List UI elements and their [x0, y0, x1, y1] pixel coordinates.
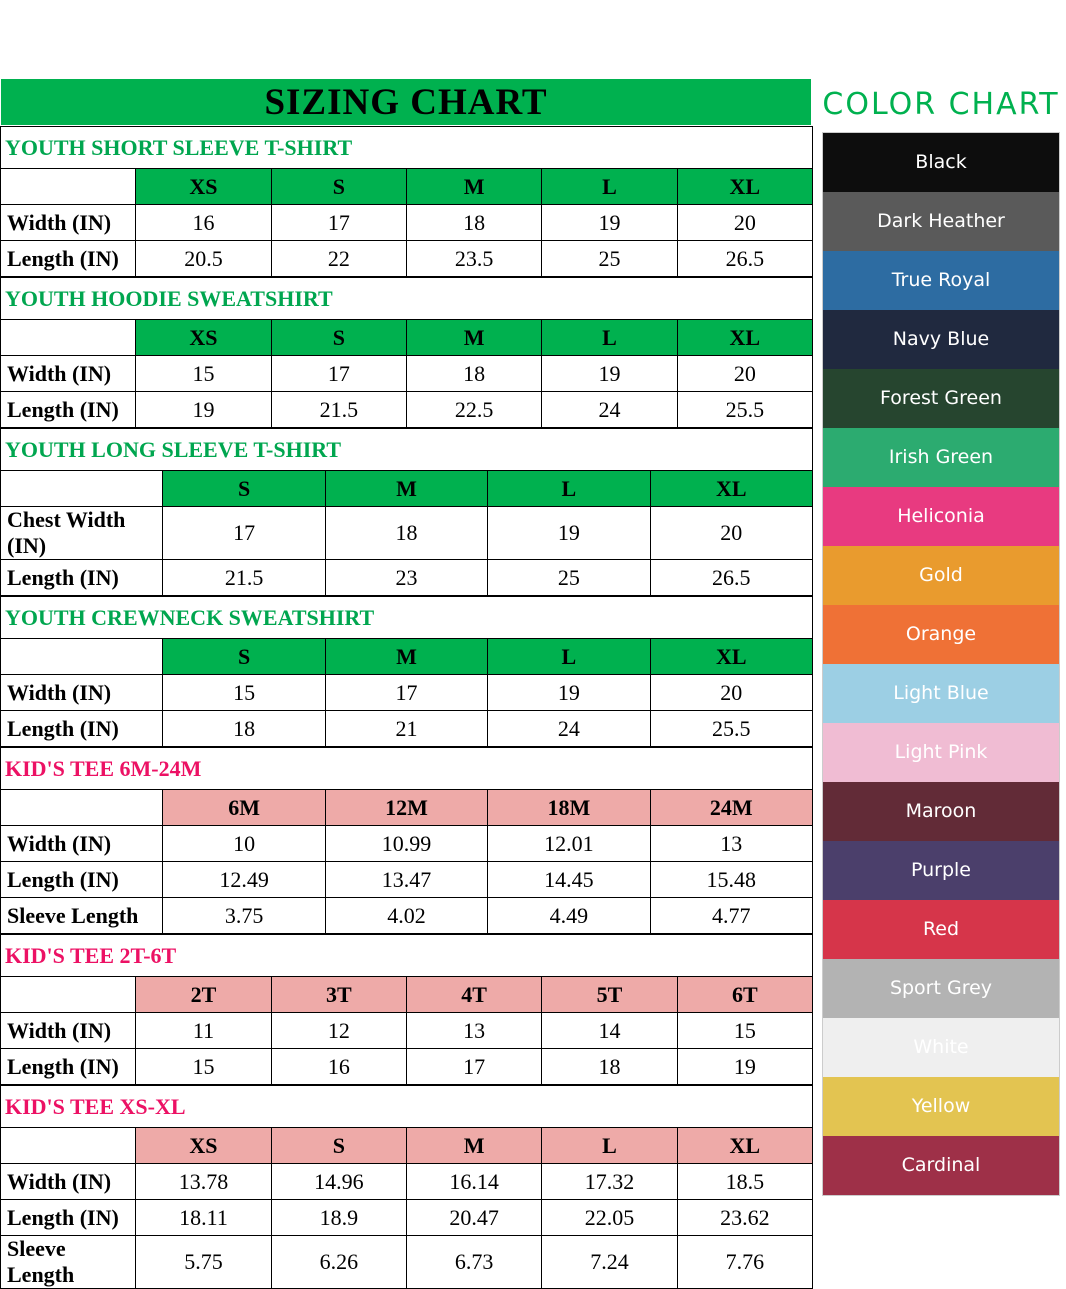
sizing-section-table — [0, 277, 813, 428]
measurement-cell: 15.48 — [650, 862, 812, 898]
sizing-column-header: XL — [650, 471, 812, 507]
sizing-column-header: XL — [677, 1128, 812, 1164]
measurement-cell: 24 — [542, 392, 677, 428]
measurement-cell: 18.5 — [677, 1164, 812, 1200]
sizing-section-heading: KID'S TEE 2T-6T — [1, 935, 813, 977]
sizing-column-header: XS — [136, 320, 271, 356]
sizing-column-header: 5T — [542, 977, 677, 1013]
measurement-cell: 26.5 — [650, 560, 812, 596]
measurement-cell: 16 — [136, 205, 271, 241]
sizing-column-header: 24M — [650, 790, 812, 826]
sizing-chart-panel — [0, 78, 812, 1289]
table-row — [1, 1049, 813, 1085]
sizing-column-header: M — [406, 169, 541, 205]
sizing-sections — [0, 126, 812, 1289]
table-row — [1, 241, 813, 277]
sizing-column-header: XL — [650, 639, 812, 675]
measurement-cell: 18 — [406, 356, 541, 392]
measurement-cell: 11 — [136, 1013, 271, 1049]
sizing-section-table — [0, 747, 813, 934]
sizing-column-header: XL — [677, 320, 812, 356]
color-swatch: Yellow — [823, 1077, 1059, 1136]
measurement-cell: 13 — [406, 1013, 541, 1049]
row-label: Chest Width (IN) — [1, 507, 163, 560]
sizing-section-table — [0, 1085, 813, 1289]
measurement-cell: 20 — [650, 507, 812, 560]
sizing-corner-cell — [1, 320, 136, 356]
measurement-cell: 19 — [488, 675, 650, 711]
measurement-cell: 18.11 — [136, 1200, 271, 1236]
sizing-column-header: XL — [677, 169, 812, 205]
sizing-section-table — [0, 934, 813, 1085]
sizing-corner-cell — [1, 471, 163, 507]
color-swatch: Maroon — [823, 782, 1059, 841]
measurement-cell: 26.5 — [677, 241, 812, 277]
measurement-cell: 7.76 — [677, 1236, 812, 1289]
measurement-cell: 17 — [406, 1049, 541, 1085]
table-row — [1, 560, 813, 596]
measurement-cell: 3.75 — [163, 898, 325, 934]
measurement-cell: 14.45 — [488, 862, 650, 898]
row-label: Width (IN) — [1, 1013, 136, 1049]
measurement-cell: 5.75 — [136, 1236, 271, 1289]
table-row — [1, 711, 813, 747]
measurement-cell: 18.9 — [271, 1200, 406, 1236]
measurement-cell: 12.49 — [163, 862, 325, 898]
measurement-cell: 17.32 — [542, 1164, 677, 1200]
sizing-column-header: M — [406, 1128, 541, 1164]
sizing-column-header: L — [542, 169, 677, 205]
table-row — [1, 826, 813, 862]
sizing-corner-cell — [1, 169, 136, 205]
row-label: Length (IN) — [1, 392, 136, 428]
table-row — [1, 205, 813, 241]
color-swatch: Light Pink — [823, 723, 1059, 782]
measurement-cell: 21.5 — [271, 392, 406, 428]
measurement-cell: 22 — [271, 241, 406, 277]
measurement-cell: 15 — [677, 1013, 812, 1049]
sizing-column-header: S — [163, 639, 325, 675]
sizing-section-heading: YOUTH CREWNECK SWEATSHIRT — [1, 597, 813, 639]
measurement-cell: 17 — [325, 675, 487, 711]
measurement-cell: 20.47 — [406, 1200, 541, 1236]
measurement-cell: 25 — [542, 241, 677, 277]
sizing-column-header: L — [488, 639, 650, 675]
sizing-column-header: M — [406, 320, 541, 356]
color-swatch: Gold — [823, 546, 1059, 605]
sizing-section-table — [0, 428, 813, 596]
measurement-cell: 12.01 — [488, 826, 650, 862]
row-label: Width (IN) — [1, 826, 163, 862]
measurement-cell: 20 — [650, 675, 812, 711]
measurement-cell: 19 — [542, 356, 677, 392]
row-label: Length (IN) — [1, 241, 136, 277]
sizing-column-header: L — [488, 471, 650, 507]
measurement-cell: 7.24 — [542, 1236, 677, 1289]
measurement-cell: 18 — [325, 507, 487, 560]
measurement-cell: 25.5 — [650, 711, 812, 747]
color-swatch: Light Blue — [823, 664, 1059, 723]
measurement-cell: 16.14 — [406, 1164, 541, 1200]
measurement-cell: 19 — [677, 1049, 812, 1085]
row-label: Length (IN) — [1, 711, 163, 747]
color-swatch: Purple — [823, 841, 1059, 900]
measurement-cell: 19 — [542, 205, 677, 241]
sizing-column-header: L — [542, 1128, 677, 1164]
row-label: Length (IN) — [1, 1049, 136, 1085]
color-swatch-list — [822, 132, 1060, 1196]
measurement-cell: 15 — [136, 356, 271, 392]
table-row — [1, 862, 813, 898]
measurement-cell: 10.99 — [325, 826, 487, 862]
table-row — [1, 1200, 813, 1236]
measurement-cell: 24 — [488, 711, 650, 747]
sizing-corner-cell — [1, 790, 163, 826]
measurement-cell: 18 — [163, 711, 325, 747]
color-swatch: Red — [823, 900, 1059, 959]
color-swatch: Forest Green — [823, 369, 1059, 428]
color-swatch: Irish Green — [823, 428, 1059, 487]
row-label: Width (IN) — [1, 1164, 136, 1200]
color-swatch: Orange — [823, 605, 1059, 664]
table-row — [1, 898, 813, 934]
sizing-section-heading: YOUTH HOODIE SWEATSHIRT — [1, 278, 813, 320]
sizing-column-header: S — [271, 320, 406, 356]
measurement-cell: 10 — [163, 826, 325, 862]
measurement-cell: 17 — [271, 205, 406, 241]
measurement-cell: 20 — [677, 205, 812, 241]
sizing-column-header: M — [325, 471, 487, 507]
measurement-cell: 23.5 — [406, 241, 541, 277]
sizing-section-heading: YOUTH SHORT SLEEVE T-SHIRT — [1, 127, 813, 169]
measurement-cell: 19 — [136, 392, 271, 428]
measurement-cell: 15 — [163, 675, 325, 711]
table-row — [1, 507, 813, 560]
measurement-cell: 6.73 — [406, 1236, 541, 1289]
measurement-cell: 17 — [163, 507, 325, 560]
measurement-cell: 6.26 — [271, 1236, 406, 1289]
table-row — [1, 675, 813, 711]
sizing-column-header: 2T — [136, 977, 271, 1013]
measurement-cell: 20.5 — [136, 241, 271, 277]
sizing-corner-cell — [1, 977, 136, 1013]
measurement-cell: 19 — [488, 507, 650, 560]
measurement-cell: 20 — [677, 356, 812, 392]
sizing-corner-cell — [1, 1128, 136, 1164]
sizing-column-header: 18M — [488, 790, 650, 826]
sizing-column-header: XS — [136, 169, 271, 205]
measurement-cell: 15 — [136, 1049, 271, 1085]
measurement-cell: 13 — [650, 826, 812, 862]
measurement-cell: 17 — [271, 356, 406, 392]
row-label: Sleeve Length — [1, 1236, 136, 1289]
sizing-column-header: 12M — [325, 790, 487, 826]
sizing-section-heading: KID'S TEE XS-XL — [1, 1086, 813, 1128]
table-row — [1, 356, 813, 392]
color-swatch: Cardinal — [823, 1136, 1059, 1195]
color-swatch: Black — [823, 133, 1059, 192]
measurement-cell: 25.5 — [677, 392, 812, 428]
measurement-cell: 21.5 — [163, 560, 325, 596]
measurement-cell: 16 — [271, 1049, 406, 1085]
color-chart-panel — [822, 78, 1060, 1196]
measurement-cell: 25 — [488, 560, 650, 596]
row-label: Length (IN) — [1, 560, 163, 596]
sizing-column-header: 4T — [406, 977, 541, 1013]
measurement-cell: 12 — [271, 1013, 406, 1049]
color-chart-title: COLOR CHART — [822, 87, 1060, 122]
measurement-cell: 4.02 — [325, 898, 487, 934]
measurement-cell: 4.77 — [650, 898, 812, 934]
sizing-corner-cell — [1, 639, 163, 675]
table-row — [1, 392, 813, 428]
color-swatch: Dark Heather — [823, 192, 1059, 251]
measurement-cell: 4.49 — [488, 898, 650, 934]
sizing-column-header: 6T — [677, 977, 812, 1013]
measurement-cell: 22.5 — [406, 392, 541, 428]
sizing-column-header: XS — [136, 1128, 271, 1164]
row-label: Width (IN) — [1, 675, 163, 711]
measurement-cell: 14 — [542, 1013, 677, 1049]
measurement-cell: 18 — [542, 1049, 677, 1085]
sizing-column-header: M — [325, 639, 487, 675]
measurement-cell: 23.62 — [677, 1200, 812, 1236]
measurement-cell: 13.78 — [136, 1164, 271, 1200]
row-label: Width (IN) — [1, 205, 136, 241]
table-row — [1, 1013, 813, 1049]
sizing-section-heading: YOUTH LONG SLEEVE T-SHIRT — [1, 429, 813, 471]
measurement-cell: 21 — [325, 711, 487, 747]
color-swatch: Sport Grey — [823, 959, 1059, 1018]
sizing-column-header: S — [271, 1128, 406, 1164]
color-swatch: True Royal — [823, 251, 1059, 310]
sizing-column-header: S — [163, 471, 325, 507]
sizing-column-header: S — [271, 169, 406, 205]
measurement-cell: 14.96 — [271, 1164, 406, 1200]
color-swatch: Heliconia — [823, 487, 1059, 546]
sizing-column-header: L — [542, 320, 677, 356]
measurement-cell: 22.05 — [542, 1200, 677, 1236]
row-label: Sleeve Length — [1, 898, 163, 934]
sizing-section-heading: KID'S TEE 6M-24M — [1, 748, 813, 790]
color-swatch: White — [823, 1018, 1059, 1077]
row-label: Length (IN) — [1, 862, 163, 898]
measurement-cell: 13.47 — [325, 862, 487, 898]
sizing-chart-title: SIZING CHART — [0, 78, 812, 126]
measurement-cell: 23 — [325, 560, 487, 596]
sizing-column-header: 6M — [163, 790, 325, 826]
color-swatch: Navy Blue — [823, 310, 1059, 369]
row-label: Width (IN) — [1, 356, 136, 392]
table-row — [1, 1164, 813, 1200]
sizing-column-header: 3T — [271, 977, 406, 1013]
row-label: Length (IN) — [1, 1200, 136, 1236]
measurement-cell: 18 — [406, 205, 541, 241]
sizing-section-table — [0, 126, 813, 277]
sizing-section-table — [0, 596, 813, 747]
table-row — [1, 1236, 813, 1289]
